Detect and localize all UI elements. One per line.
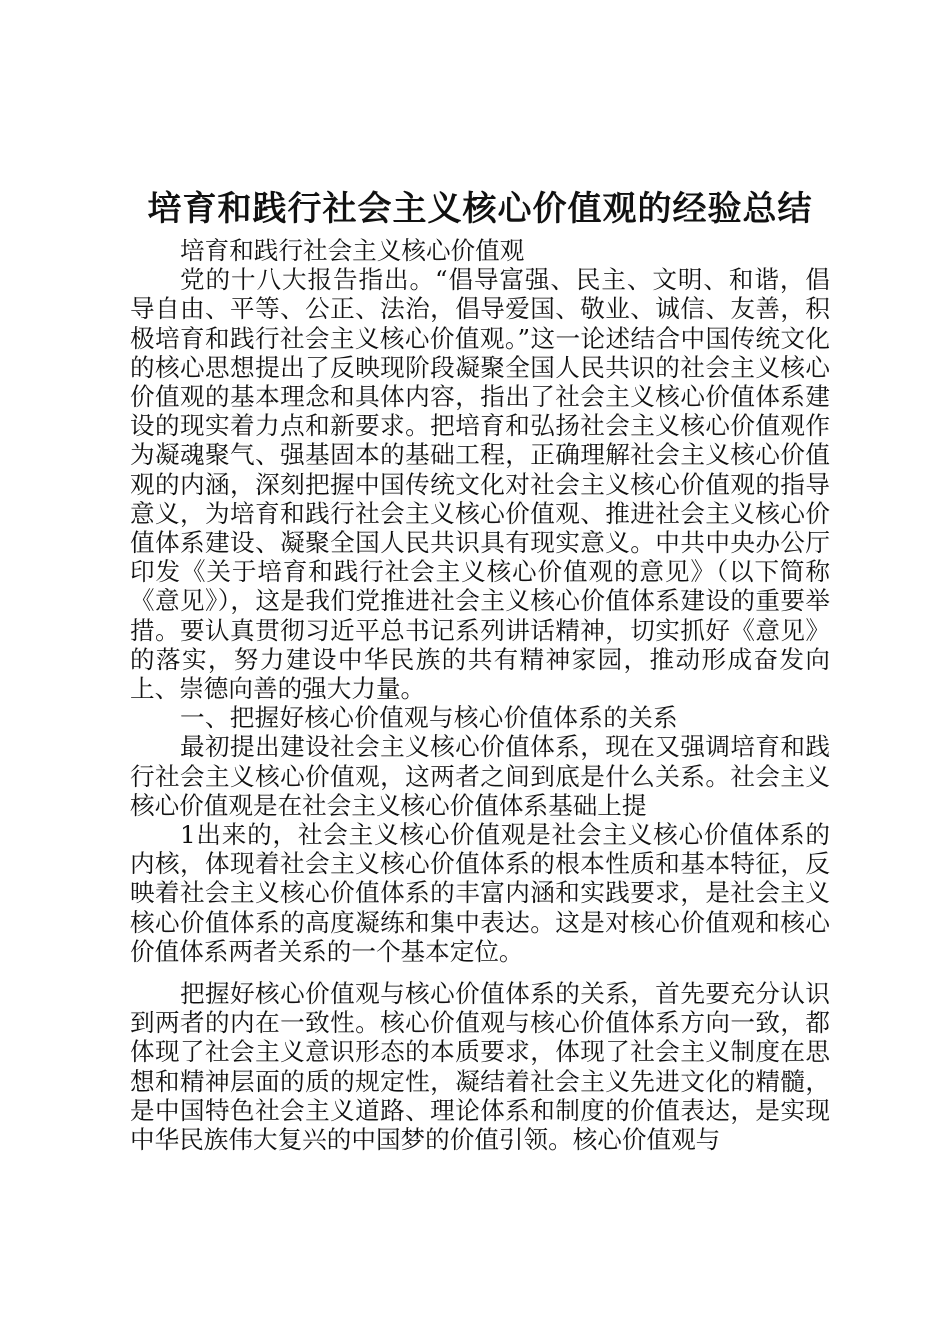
section-heading: 一、把握好核心价值观与核心价值体系的关系: [180, 703, 678, 733]
subtitle-paragraph: 培育和践行社会主义核心价值观: [180, 236, 525, 265]
intro-paragraph: 党的十八大报告指出。“倡导富强、民主、文明、和谐，倡导自由、平等、公正、法治，倡导爱国、敬业、诚信、友善，积极培育和践行社会主义核心价值观。”这一论述结合中国传统文化的核心思想提出了反映现阶段凝聚全国人民共识的社会主义核心价值观的基本理念和具体内容，指出了社会主义核心价值体系建设的现实着力点和新要求。把培育和弘扬社会主义核心价值观作为凝魂聚气、强基固本的基础工程，正确理解社会主义核心价值观的内涵，深刻把握中国传统文化对社会主义核心价值观的指导意义，为培育和践行社会主义核心价值观、推进社会主义核心价值体系建设、凝聚全国人民共识具有现实意义。中共中央办公厅印发《关于培育和践行社会主义核心价值观的意见》（以下简称《意见》），这是我们党推进社会主义核心价值体系建设的重要举措。要认真贯彻习近平总书记系列讲话精神，切实抓好《意见》的落实，努力建设中华民族的共有精神家园，推动形成奋发向上、崇德向善的强大力量。: [130, 265, 830, 704]
document-body: [130, 184, 830, 1154]
body-paragraph: 1出来的，社会主义核心价值观是社会主义核心价值体系的内核，体现着社会主义核心价值体系的根本性质和基本特征，反映着社会主义核心价值体系的丰富内涵和实践要求，是社会主义核心价值体系的高度凝练和集中表达。这是对核心价值观和核心价值体系两者关系的一个基本定位。: [130, 820, 830, 966]
body-paragraph: 把握好核心价值观与核心价值体系的关系，首先要充分认识到两者的内在一致性。核心价值观与核心价值体系方向一致，都体现了社会主义意识形态的本质要求，体现了社会主义制度在思想和精神层面的质的规定性，凝结着社会主义先进文化的精髓，是中国特色社会主义道路、理论体系和制度的价值表达，是实现中华民族伟大复兴的中国梦的价值引领。核心价值观与: [130, 979, 830, 1155]
body-paragraph: 最初提出建设社会主义核心价值体系，现在又强调培育和践行社会主义核心价值观，这两者之间到底是什么关系。社会主义核心价值观是在社会主义核心价值体系基础上提: [130, 732, 830, 820]
document-title: 培育和践行社会主义核心价值观的经验总结: [147, 189, 813, 229]
